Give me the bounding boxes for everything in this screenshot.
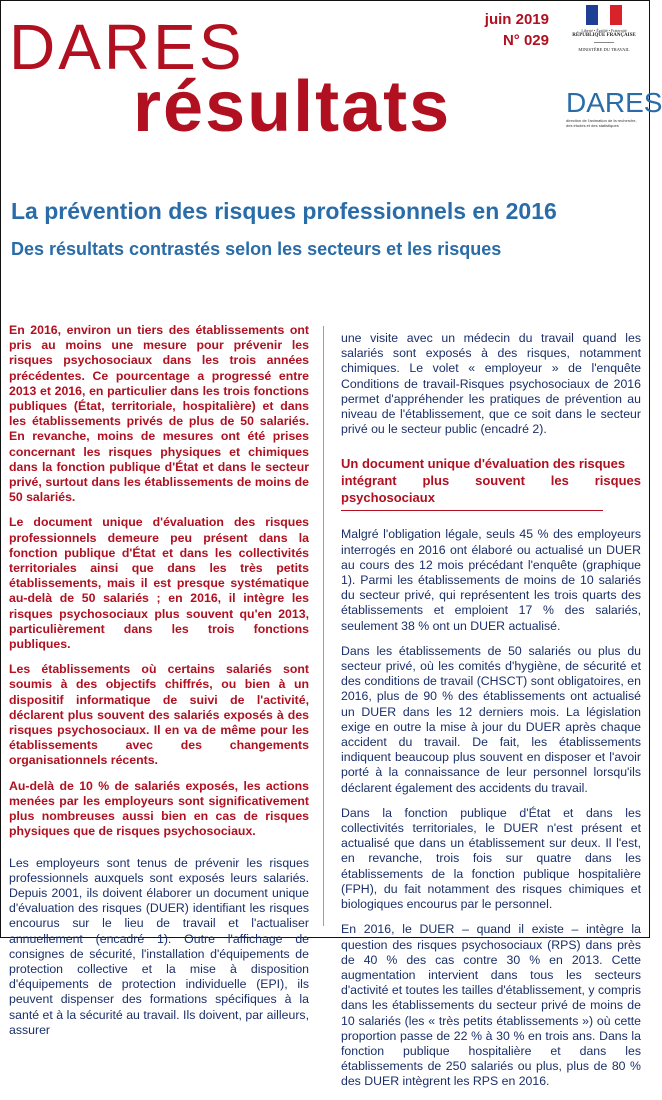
left-column: [9, 323, 309, 1048]
right-body: [341, 331, 641, 1090]
summary: [9, 323, 309, 840]
dares-logo: [566, 87, 662, 129]
flag-stripe-white: [598, 5, 610, 25]
body-paragraph: Dans les établissements de 50 salariés ou plus du secteur privé, où les comités d'hygiène, de sécurité et des conditions de travail (CHSCT) sont obligatoires, en 2016, plus de 90 % des établissements ont actualisé un DUER dans les 12 derniers mois. La législation exige en outre la mise à jour du DUER après chaque accident du travail. De fait, les établissements indiquent beaucoup plus souvent en disposer et l'avoir porté à la connaissance de leur personnel lorsqu'ils déclarent également des accidents du travail.: [341, 643, 641, 795]
gov-motto: Liberté • Égalité • Fraternité: [581, 28, 627, 33]
left-body: [9, 856, 309, 1038]
column-divider: [323, 326, 324, 926]
ministry-name: MINISTÈRE DU TRAVAIL: [578, 47, 630, 52]
brand-resultats: résultats: [133, 67, 452, 147]
summary-paragraph: En 2016, environ un tiers des établissements ont pris au moins une mesure pour prévenir les risques psychosociaux dans les trois années précédentes. Ce pourcentage a progressé entre 2013 et 2016, en particulier dans les trois fonctions publiques (État, territoriale, hospitalière) et dans les établissements privés de plus de 50 salariés. En revanche, moins de mesures ont été prises concernant les risques physiques et chimiques dans la fonction publique d'État et dans le secteur privé, surtout dans les établissements de moins de 50 salariés.: [9, 323, 309, 505]
summary-paragraph: Au-delà de 10 % de salariés exposés, les actions menées par les employeurs sont significativement plus nombreuses aussi bien en cas de risques physiques que de risques psychosociaux.: [9, 778, 309, 839]
dares-logo-subtitle: direction de l'animation de la recherche, des études et des statistiques: [566, 118, 637, 128]
body-paragraph: En 2016, le DUER – quand il existe – intègre la question des risques psychosociaux (RPS) dans près de 40 % des cas contre 30 % en 2013. Cette augmentation intervient dans tous les secteurs d'activité et toutes les tailles d'établissement, y compris dans les établissements du secteur privé de moins de 10 salariés (les « très petits établissements ») où cette proportion passe de 22 % à 30 % en trois ans. Dans la fonction publique hospitalière et dans les établissements de 250 salariés ou plus, plus de 80 % des DUER intègrent les RPS en 2016.: [341, 922, 641, 1089]
issue-info: [485, 11, 549, 49]
body-paragraph: Les employeurs sont tenus de prévenir les risques professionnels auxquels sont exposés leurs salariés. Depuis 2001, ils doivent élaborer un document unique d'évaluation des risques (DUER) identifiant les risques encourus sur le lieu de travail et l'actualiser annuellement (encadré 1). Outre l'affichage de consignes de sécurité, l'installation d'équipements de protection collective et la mise à disposition d'équipements de protection individuelle (EPI), ils peuvent dispenser des formations spécifiques à la santé et à la sécurité au travail. Ils doivent, par ailleurs, assurer: [9, 855, 309, 1037]
republique-francaise-logo: [566, 5, 642, 85]
section-rule: [341, 510, 603, 511]
dares-logo-word: DARES: [566, 87, 662, 118]
flag-stripe-blue: [586, 5, 598, 25]
page-title: La prévention des risques professionnels en 2016: [11, 198, 557, 224]
section-heading: [341, 455, 641, 506]
section-heading-line: Un document unique d'évaluation des risques: [341, 456, 626, 472]
section-heading-line: intégrant plus souvent les risques psychosociaux: [341, 473, 641, 506]
body-paragraph: Malgré l'obligation légale, seuls 45 % des employeurs interrogés en 2016 ont élaboré ou actualisé un DUER au cours des 12 mois précédant l'enquête (graphique 1). Parmi les établissements de moins de 10 salariés du secteur privé, qui représentent les trois quarts des établissements et emploient 17 % des salariés, seulement 38 % ont un DUER actualisé.: [341, 527, 641, 633]
issue-date: juin 2019: [484, 11, 549, 28]
body-paragraph: une visite avec un médecin du travail quand les salariés sont exposés à des risques, notamment chimiques. Le volet « employeur » de l'enquête Conditions de travail-Risques psychosociaux de 2016 permet d'appréhender les pratiques de prévention au niveau de l'établissement, que ce soit dans le secteur privé ou le secteur public (encadré 2).: [341, 331, 641, 437]
body-paragraph: Dans la fonction publique d'État et dans les collectivités territoriales, le DUER n'est présent et actualisé que dans un établissement sur deux. Il l'est, en revanche, trois fois sur quatre dans les établissements de la fonction publique hospitalière (FPH), du fait notamment des risques chimiques et biologiques encourus par le personnel.: [341, 805, 641, 912]
summary-paragraph: Le document unique d'évaluation des risques professionnels demeure peu présent dans la fonction publique d'État et dans les collectivités territoriales ainsi que dans les très petits établissements, mais il est presque systématique au-delà de 50 salariés ; en 2016, il intègre les risques psychosociaux plus souvent qu'en 2013, particulièrement dans les trois fonctions publiques.: [9, 515, 309, 652]
flag-stripe-red: [610, 5, 622, 25]
right-column: [341, 331, 641, 1100]
french-flag-icon: [586, 5, 622, 25]
page-subtitle: Des résultats contrastés selon les secteurs et les risques: [11, 239, 502, 259]
summary-paragraph: Les établissements où certains salariés sont soumis à des objectifs chiffrés, ou bien à un dispositif informatique de suivi de l'activité, déclarent plus souvent des salariés exposés à des risques psychosociaux. Il en va de même pour les établissements avec des changements organisationnels récents.: [9, 662, 309, 768]
brand-dares: DARES: [9, 11, 245, 83]
issue-number: N° 029: [502, 32, 549, 49]
gov-republic: RÉPUBLIQUE FRANÇAISE: [572, 33, 636, 38]
logo-divider: [594, 42, 614, 43]
